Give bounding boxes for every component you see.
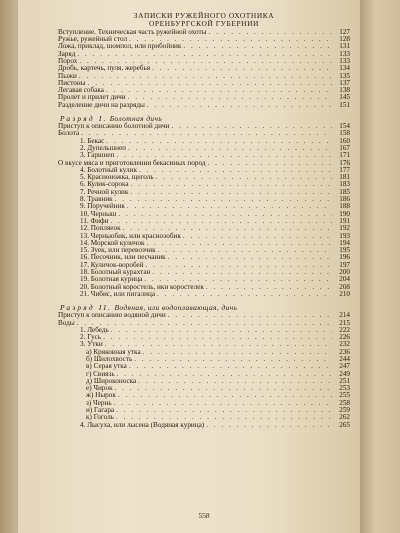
- toc-entry-page: 191: [339, 216, 350, 225]
- toc-list-section-2: [58, 312, 350, 429]
- toc-list-section-1: [58, 123, 350, 298]
- leader-dots: [158, 247, 332, 254]
- toc-entry: [58, 51, 350, 58]
- toc-entry-title: 11. Фифи: [80, 216, 109, 225]
- leader-dots: [88, 80, 332, 87]
- toc-entry-title: 5. Красноножка, щеголь: [80, 173, 154, 182]
- toc-entry-page: 167: [339, 143, 350, 152]
- toc-entry-page: 171: [339, 151, 350, 160]
- toc-entry-page: 195: [339, 246, 350, 255]
- toc-entry-title: О вкусе мяса и приготовлении бекасиных пород: [58, 158, 206, 167]
- toc-entry-page: 208: [339, 282, 350, 291]
- toc-entry-page: 210: [339, 289, 350, 298]
- toc-entry-page: 232: [339, 340, 350, 349]
- toc-entry-page: 133: [339, 49, 350, 58]
- toc-entry-page: 133: [339, 57, 350, 65]
- toc-entry-page: 244: [339, 354, 350, 363]
- toc-entry-title: Легавая собака: [58, 86, 104, 95]
- leader-dots: [117, 371, 332, 378]
- toc-entry-title: Приступ к описанию болотной дичи: [58, 122, 170, 131]
- toc-entry-title: Ложа, приклад, шомпол, или прибойник: [58, 42, 182, 51]
- toc-entry-title: 7. Речной кулик: [80, 187, 129, 196]
- toc-entry-page: 190: [339, 209, 350, 218]
- leader-dots: [106, 138, 332, 145]
- leader-dots: [111, 327, 332, 334]
- toc-entry-title: и) Гагара: [86, 406, 115, 415]
- toc-entry-page: 197: [339, 260, 350, 269]
- leader-dots: [103, 334, 332, 341]
- toc-entry-page: 194: [339, 238, 350, 247]
- section-name: Болотная дичь: [109, 114, 163, 124]
- toc-entry-title: Болота: [58, 129, 80, 138]
- toc-entry-title: Воды: [58, 318, 75, 327]
- toc-entry-title: 1. Бекас: [80, 136, 105, 145]
- toc-entry-title: Дробь, картечь, пуля, жеребья: [58, 64, 151, 73]
- toc-entry-page: 186: [339, 195, 350, 204]
- leader-dots: [128, 145, 332, 152]
- toc-entry-page: 188: [339, 202, 350, 211]
- toc-entry-title: в) Серая утка: [86, 362, 127, 371]
- toc-entry-title: б) Шилохвость: [86, 354, 133, 363]
- toc-entry-page: 193: [339, 231, 350, 240]
- toc-entry: [58, 422, 350, 429]
- toc-entry-title: з) Чернь: [86, 398, 112, 407]
- leader-dots: [156, 174, 332, 181]
- toc-entry-title: е) Чирок: [86, 384, 113, 393]
- leader-dots: [79, 73, 332, 80]
- toc-entry-page: 214: [339, 311, 350, 320]
- leader-dots: [171, 123, 332, 130]
- toc-entry-title: 20. Болотный коростель, ики коростелек: [80, 282, 204, 291]
- leader-dots: [138, 378, 332, 385]
- toc-entry-title: 18. Болотный курахтан: [80, 268, 151, 277]
- toc-entry: [58, 327, 350, 334]
- toc-entry-page: 204: [339, 275, 350, 284]
- toc-entry-title: 17. Куличок-воробей: [80, 260, 144, 269]
- heading-line-1: ЗАПИСКИ РУЖЕЙНОГО ОХОТНИКА: [133, 11, 275, 20]
- toc-entry-page: 251: [339, 376, 350, 385]
- toc-entry-page: 226: [339, 333, 350, 342]
- toc-entry-page: 265: [339, 420, 350, 429]
- leader-dots: [168, 254, 332, 261]
- leader-dots: [208, 160, 332, 167]
- leader-dots: [116, 407, 332, 414]
- toc-entry-title: 4. Лысуха, или лысена (Водяная курица): [80, 420, 205, 429]
- toc-entry-title: 2. Дупельшнеп: [80, 143, 127, 152]
- toc-entry-page: 131: [339, 42, 350, 51]
- leader-dots: [147, 102, 332, 109]
- toc-entry-title: 9. Поручейник: [80, 202, 125, 211]
- leader-dots: [77, 51, 332, 58]
- toc-entry-page: 215: [339, 318, 350, 327]
- toc-entry: [58, 65, 350, 72]
- toc-entry-title: Пистоны: [58, 78, 86, 87]
- toc-entry-title: Приступ к описанию водяной дичи: [58, 311, 166, 320]
- leader-dots: [131, 181, 332, 188]
- toc-entry-title: 19. Болотная курица: [80, 275, 143, 284]
- book-gutter: [0, 0, 18, 533]
- toc-entry-page: 192: [339, 224, 350, 233]
- toc-entry-page: 259: [339, 406, 350, 415]
- leader-dots: [139, 167, 332, 174]
- leader-dots: [146, 262, 332, 269]
- toc-entry-page: 135: [339, 71, 350, 80]
- toc-entry-title: а) Кряковная утка: [86, 347, 141, 356]
- leader-dots: [128, 94, 332, 101]
- toc-entry-page: 249: [339, 369, 350, 378]
- toc-entry-title: Пыжи: [58, 71, 77, 80]
- toc-entry-page: 138: [339, 86, 350, 95]
- toc-entry-page: 134: [339, 64, 350, 73]
- facing-page-edge: [360, 0, 400, 533]
- leader-dots: [77, 320, 332, 327]
- book-page: [18, 0, 360, 533]
- toc-entry-title: 1. Лебедь: [80, 325, 109, 334]
- toc-entry-page: 185: [339, 187, 350, 196]
- leader-dots: [127, 203, 332, 210]
- toc-entry-title: д) Широконоска: [86, 376, 137, 385]
- toc-entry-page: 181: [339, 173, 350, 182]
- toc-entry-page: 183: [339, 180, 350, 189]
- toc-entry: [58, 73, 350, 80]
- leader-dots: [206, 284, 332, 291]
- toc-entry-title: 2. Гусь: [80, 333, 102, 342]
- toc-entry-title: 13. Черныобик, или красноэобик: [80, 231, 181, 240]
- toc-entry-page: 177: [339, 165, 350, 174]
- toc-entry-page: 145: [339, 93, 350, 102]
- leader-dots: [147, 240, 332, 247]
- toc-entry-title: 6. Кулик-сорока: [80, 180, 129, 189]
- toc-entry-title: 21. Чибис, или пигалица: [80, 289, 156, 298]
- toc-entry-title: к) Гоголь: [86, 413, 114, 422]
- toc-entry-title: 10. Черныш: [80, 209, 117, 218]
- leader-dots: [157, 291, 332, 298]
- toc-entry-title: 12. Попляеок: [80, 224, 121, 233]
- toc-entry-page: 236: [339, 347, 350, 356]
- leader-dots: [81, 130, 332, 137]
- toc-list-intro: [58, 29, 350, 109]
- leader-dots: [183, 43, 332, 50]
- leader-dots: [130, 189, 332, 196]
- toc-entry-title: 15. Зуек, или перевозчик: [80, 246, 156, 255]
- section-label: Разряд II.: [60, 303, 113, 313]
- section-label: Разряд I.: [60, 114, 108, 124]
- toc-entry-title: 16. Песочник, или песчаник: [80, 253, 166, 262]
- table-of-contents: [58, 11, 350, 520]
- toc-entry-title: 3. Гаршнеп: [80, 151, 115, 160]
- leader-dots: [129, 363, 332, 370]
- toc-entry-title: Вступление. Техническая часть ружейной охоты: [58, 27, 207, 36]
- toc-entry-page: 262: [339, 413, 350, 422]
- leader-dots: [208, 29, 332, 36]
- toc-entry-page: 128: [339, 35, 350, 44]
- toc-entry-title: Ружье, ружейный стол: [58, 35, 128, 44]
- toc-entry-title: 14. Морской куличок: [80, 238, 145, 247]
- toc-entry-title: ж) Нырок: [86, 391, 116, 400]
- toc-entry: [58, 43, 350, 50]
- leader-dots: [152, 269, 332, 276]
- toc-entry-page: 176: [339, 158, 350, 167]
- toc-entry-page: 151: [339, 100, 350, 109]
- toc-entry-page: 253: [339, 384, 350, 393]
- toc-entry-page: 200: [339, 268, 350, 277]
- leader-dots: [106, 87, 332, 94]
- leader-dots: [206, 422, 332, 429]
- heading-line-2: ОРЕНБУРГСКОЙ ГУБЕРНИИ: [149, 19, 259, 29]
- toc-entry-title: 4. Болотный кулик: [80, 165, 137, 174]
- leader-dots: [118, 392, 332, 399]
- toc-entry-page: 258: [339, 398, 350, 407]
- toc-entry: [58, 123, 350, 130]
- toc-entry: [58, 312, 350, 319]
- leader-dots: [168, 312, 332, 319]
- leader-dots: [111, 218, 332, 225]
- toc-entry-page: 154: [339, 122, 350, 131]
- toc-entry: [58, 291, 350, 298]
- toc-entry-title: Порох: [58, 57, 78, 65]
- toc-entry-title: 8. Травник: [80, 195, 113, 204]
- leader-dots: [118, 211, 332, 218]
- section-name: Водяная, или водоплавающая, дичь: [114, 303, 238, 313]
- toc-entry-title: Заряд: [58, 49, 76, 58]
- toc-entry-page: 196: [339, 253, 350, 262]
- toc-entry-title: г) Свиязь: [86, 369, 115, 378]
- leader-dots: [143, 349, 332, 356]
- toc-entry-page: 255: [339, 391, 350, 400]
- toc-entry-page: 158: [339, 129, 350, 138]
- toc-entry-page: 137: [339, 78, 350, 87]
- toc-entry-title: 3. Утки: [80, 340, 103, 349]
- leader-dots: [115, 385, 332, 392]
- leader-dots: [152, 65, 332, 72]
- toc-entry-page: 247: [339, 362, 350, 371]
- toc-entry-page: 160: [339, 136, 350, 145]
- leader-dots: [114, 400, 332, 407]
- page-number: 558: [198, 511, 210, 520]
- leader-dots: [115, 196, 332, 203]
- toc-entry-page: 222: [339, 325, 350, 334]
- toc-entry: [58, 102, 350, 109]
- toc-entry-title: Разделение дичи на разряды: [58, 100, 145, 109]
- leader-dots: [134, 356, 332, 363]
- leader-dots: [183, 233, 332, 240]
- toc-entry-title: Пролет и прилет дичи: [58, 93, 126, 102]
- toc-entry-page: 127: [339, 27, 350, 36]
